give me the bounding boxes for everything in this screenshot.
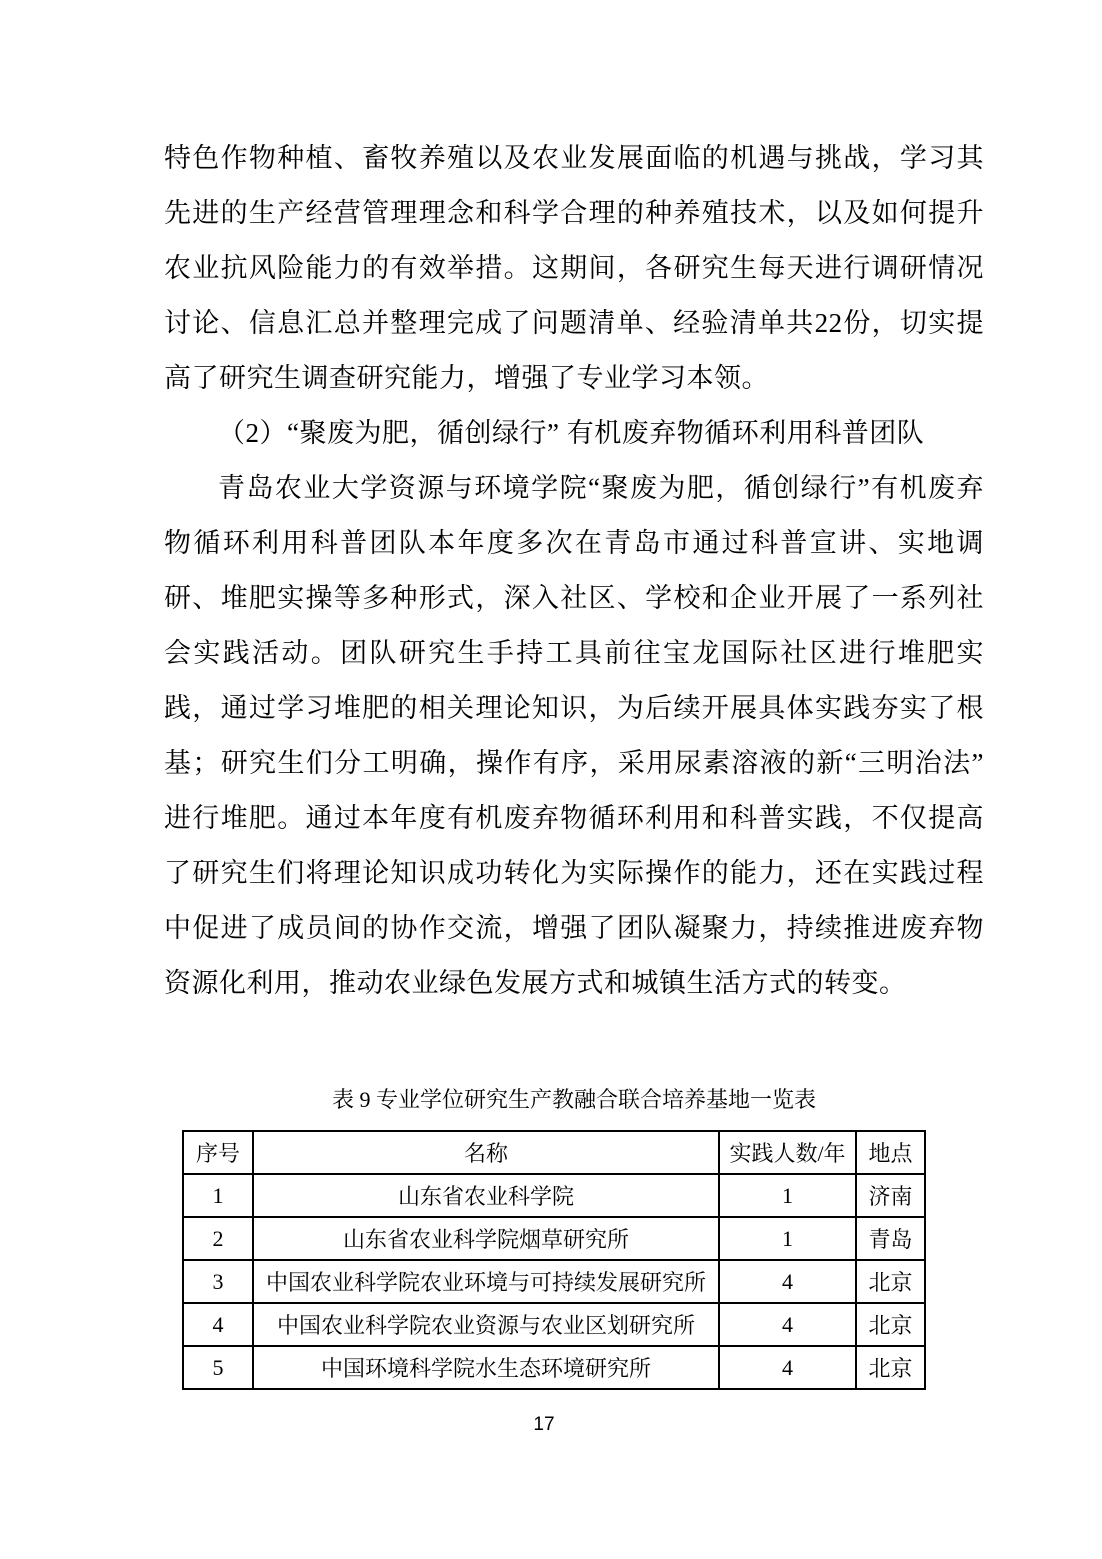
table-row [183, 1174, 925, 1217]
cell-index: 1 [183, 1174, 253, 1217]
cell-place: 北京 [856, 1260, 925, 1303]
cell-count: 1 [719, 1174, 856, 1217]
cell-place: 济南 [856, 1174, 925, 1217]
table-row [183, 1260, 925, 1303]
cell-place: 北京 [856, 1303, 925, 1346]
header-cell-count: 实践人数/年 [719, 1131, 856, 1174]
cell-index: 3 [183, 1260, 253, 1303]
cell-index: 5 [183, 1346, 253, 1389]
table-row [183, 1346, 925, 1389]
body-paragraph-subheading: （2）“聚废为肥，循创绿行” 有机废弃物循环利用科普团队 [218, 418, 925, 448]
table-row [183, 1217, 925, 1260]
cell-index: 4 [183, 1303, 253, 1346]
cell-count: 4 [719, 1260, 856, 1303]
body-paragraph: 特色作物种植、畜牧养殖以及农业发展面临的机遇与挑战，学习其先进的生产经营管理理念和科学合理的种养殖技术，以及如何提升农业抗风险能力的有效举措。这期间，各研究生每天进行调研情况讨论、信息汇总并整理完成了问题清单、经验清单共22份，切实提高了研究生调查研究能力，增强了专业学习本领。 [164, 143, 984, 393]
cell-place: 青岛 [856, 1217, 925, 1260]
cell-name: 山东省农业科学院烟草研究所 [253, 1217, 719, 1260]
page-number: 17 [533, 1414, 555, 1435]
cell-name: 中国环境科学院水生态环境研究所 [253, 1346, 719, 1389]
header-cell-place: 地点 [856, 1131, 925, 1174]
cell-count: 4 [719, 1346, 856, 1389]
cell-index: 2 [183, 1217, 253, 1260]
cell-name: 山东省农业科学院 [253, 1174, 719, 1217]
cell-name: 中国农业科学院农业环境与可持续发展研究所 [253, 1260, 719, 1303]
table-row [183, 1303, 925, 1346]
table-header-row [183, 1131, 925, 1174]
header-cell-name: 名称 [253, 1131, 719, 1174]
body-paragraph: 青岛农业大学资源与环境学院“聚废为肥，循创绿行”有机废弃物循环利用科普团队本年度多次在青岛市通过科普宣讲、实地调研、堆肥实操等多种形式，深入社区、学校和企业开展了一系列社会实践活动。团队研究生手持工具前往宝龙国际社区进行堆肥实践，通过学习堆肥的相关理论知识，为后续开展具体实践夯实了根基；研究生们分工明确，操作有序，采用尿素溶液的新“三明治法”进行堆肥。通过本年度有机废弃物循环利用和科普实践，不仅提高了研究生们将理论知识成功转化为实际操作的能力，还在实践过程中促进了成员间的协作交流，增强了团队凝聚力，持续推进废弃物资源化利用，推动农业绿色发展方式和城镇生活方式的转变。 [164, 473, 984, 998]
cell-count: 4 [719, 1303, 856, 1346]
training-bases-table [182, 1130, 926, 1390]
cell-name: 中国农业科学院农业资源与农业区划研究所 [253, 1303, 719, 1346]
header-cell-index: 序号 [183, 1131, 253, 1174]
cell-place: 北京 [856, 1346, 925, 1389]
table-caption: 表 9 专业学位研究生产教融合联合培养基地一览表 [331, 1087, 816, 1112]
cell-count: 1 [719, 1217, 856, 1260]
